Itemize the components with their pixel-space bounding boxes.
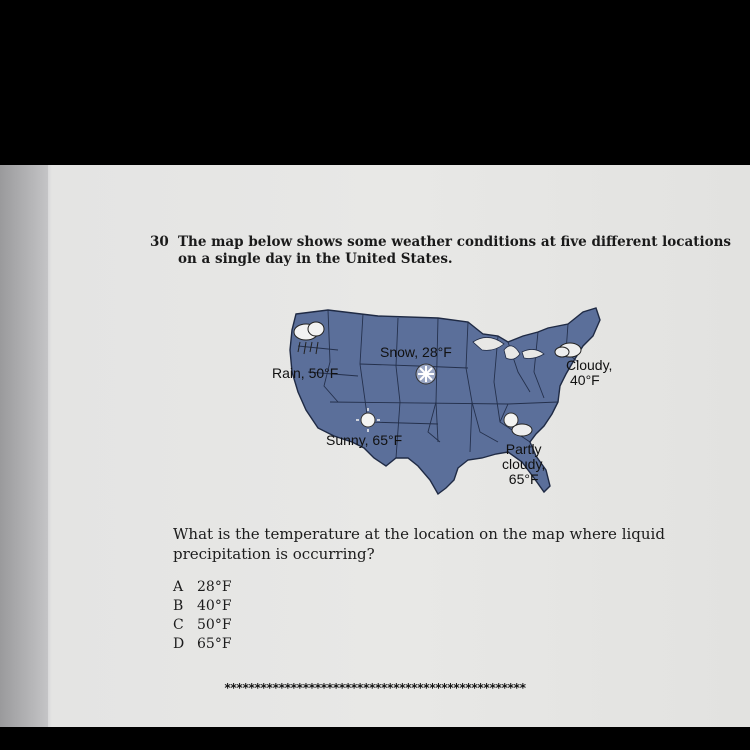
choice-letter: B xyxy=(173,598,184,614)
cloudy-label-line2: 40°F xyxy=(570,372,600,388)
sub-question xyxy=(173,524,713,564)
choice-text: 40°F xyxy=(197,598,232,614)
choice-a[interactable] xyxy=(173,578,232,597)
choice-text: 28°F xyxy=(197,579,232,595)
choice-text: 50°F xyxy=(197,617,232,633)
choice-c[interactable] xyxy=(173,616,232,635)
cloudy-label xyxy=(566,358,612,388)
partly-label-line1: Partly xyxy=(505,441,542,457)
rain-label: Rain, 50°F xyxy=(272,365,339,381)
question-text-line1: The map below shows some weather conditions at five different locations xyxy=(178,234,732,250)
question-text-line2: on a single day in the United States. xyxy=(178,251,453,267)
us-outline xyxy=(290,308,600,494)
partly-label-line3: 65°F xyxy=(508,471,539,487)
choice-letter: C xyxy=(173,617,184,633)
us-weather-map xyxy=(268,302,613,507)
partly-cloudy-label xyxy=(502,442,545,487)
sub-question-line1: What is the temperature at the location on the map where liquid xyxy=(173,525,665,543)
partly-label-line2: cloudy, xyxy=(502,456,546,472)
choice-d[interactable] xyxy=(173,635,232,654)
us-map-graphic xyxy=(268,302,608,507)
choice-letter: A xyxy=(173,579,184,595)
choice-letter: D xyxy=(173,636,185,652)
snow-label: Snow, 28°F xyxy=(380,344,452,360)
answer-choices xyxy=(173,578,232,654)
choice-text: 65°F xyxy=(197,636,232,652)
page-margin xyxy=(0,165,48,727)
question-number: 30 xyxy=(150,234,169,250)
sunny-label: Sunny, 65°F xyxy=(326,432,403,448)
sub-question-line2: precipitation is occurring? xyxy=(173,545,375,563)
cloudy-label-line1: Cloudy, xyxy=(566,357,613,373)
snowflake-icon xyxy=(416,364,436,384)
separator-stars: ************************************************** xyxy=(224,681,526,695)
choice-b[interactable] xyxy=(173,597,232,616)
question-prompt xyxy=(150,234,740,268)
